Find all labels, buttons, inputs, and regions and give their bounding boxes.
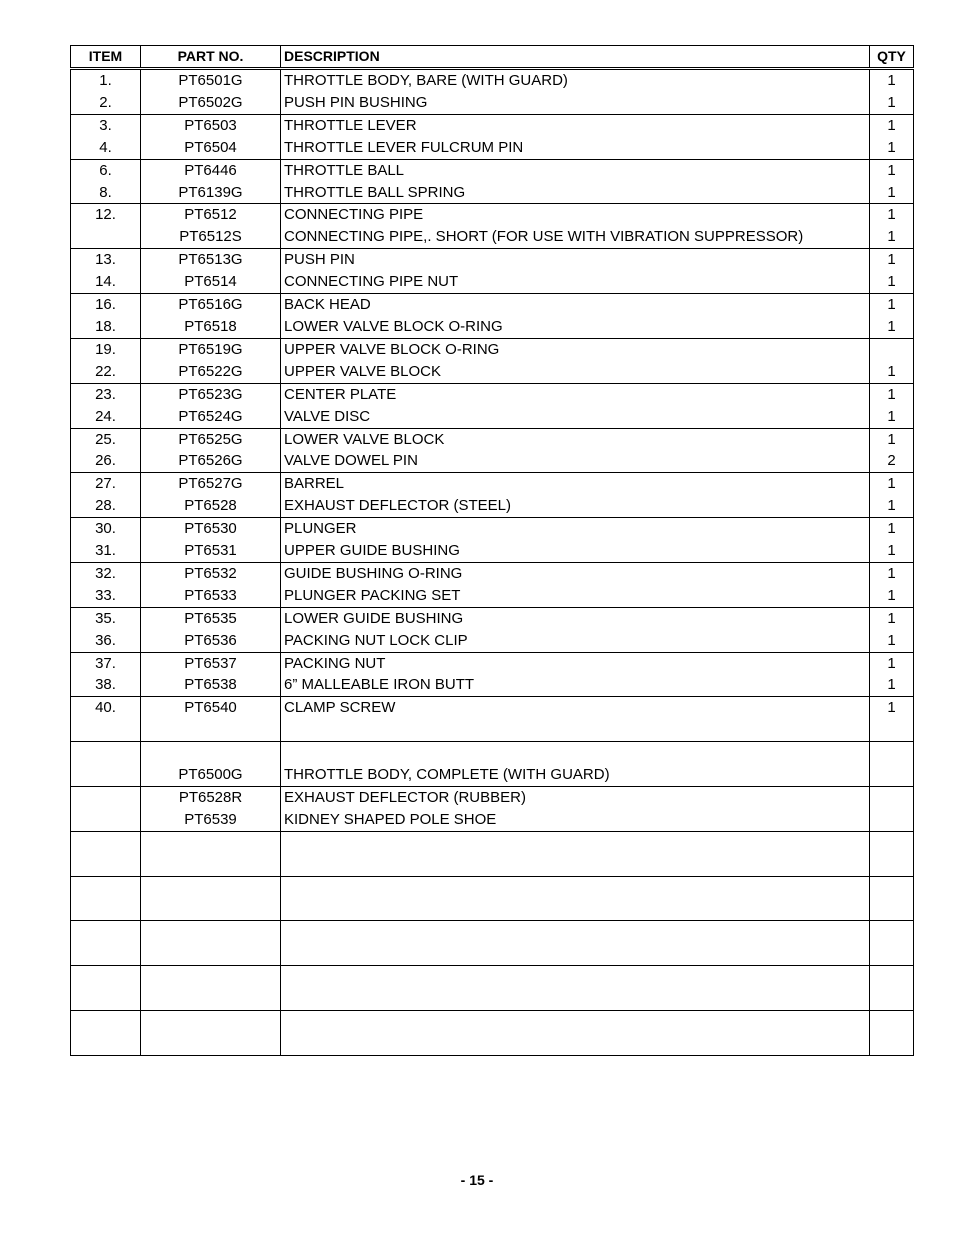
item-cell: 1. [71, 69, 141, 92]
item-cell: 24. [71, 406, 141, 428]
description-cell [281, 966, 870, 988]
part-number-cell [141, 966, 281, 988]
item-cell: 28. [71, 495, 141, 517]
description-cell: EXHAUST DEFLECTOR (STEEL) [281, 495, 870, 517]
description-cell: THROTTLE BALL [281, 159, 870, 181]
page-number: - 15 - [460, 1172, 494, 1188]
part-number-cell: PT6514 [141, 271, 281, 293]
table-row [71, 854, 914, 876]
item-cell: 32. [71, 562, 141, 584]
table-row [71, 764, 914, 786]
part-number-cell: PT6139G [141, 182, 281, 204]
item-cell: 22. [71, 361, 141, 383]
table-row [71, 114, 914, 136]
part-number-cell [141, 943, 281, 965]
part-number-cell: PT6523G [141, 383, 281, 405]
qty-cell: 1 [870, 271, 914, 293]
table-row [71, 316, 914, 338]
description-cell: PUSH PIN BUSHING [281, 92, 870, 114]
description-cell: PACKING NUT [281, 652, 870, 674]
qty-cell: 1 [870, 182, 914, 204]
description-cell: EXHAUST DEFLECTOR (RUBBER) [281, 786, 870, 808]
part-number-cell [141, 719, 281, 741]
table-row [71, 271, 914, 293]
part-number-cell: PT6536 [141, 630, 281, 652]
part-number-cell: PT6516G [141, 294, 281, 316]
item-cell: 12. [71, 204, 141, 226]
table-row [71, 630, 914, 652]
qty-cell [870, 809, 914, 831]
description-cell [281, 719, 870, 741]
qty-cell: 1 [870, 428, 914, 450]
qty-column-header: QTY [870, 46, 914, 69]
part-number-cell: PT6533 [141, 585, 281, 607]
item-cell [71, 898, 141, 920]
item-cell [71, 764, 141, 786]
qty-cell: 1 [870, 69, 914, 92]
description-cell: PUSH PIN [281, 249, 870, 271]
item-cell: 2. [71, 92, 141, 114]
description-cell: UPPER GUIDE BUSHING [281, 540, 870, 562]
qty-cell: 2 [870, 450, 914, 472]
table-row [71, 943, 914, 965]
item-cell: 13. [71, 249, 141, 271]
table-row [71, 898, 914, 920]
table-row [71, 406, 914, 428]
description-cell [281, 1033, 870, 1055]
description-cell [281, 943, 870, 965]
part-number-cell: PT6522G [141, 361, 281, 383]
qty-cell: 1 [870, 585, 914, 607]
item-cell: 27. [71, 473, 141, 495]
description-cell: BACK HEAD [281, 294, 870, 316]
item-cell [71, 786, 141, 808]
description-cell: THROTTLE LEVER FULCRUM PIN [281, 137, 870, 159]
part-number-cell: PT6502G [141, 92, 281, 114]
qty-cell: 1 [870, 114, 914, 136]
item-cell [71, 742, 141, 764]
part-number-cell: PT6530 [141, 518, 281, 540]
table-row [71, 182, 914, 204]
description-cell: LOWER GUIDE BUSHING [281, 607, 870, 629]
part-number-cell: PT6501G [141, 69, 281, 92]
part-number-cell: PT6532 [141, 562, 281, 584]
part-number-cell: PT6540 [141, 697, 281, 719]
qty-cell [870, 1010, 914, 1032]
item-cell: 3. [71, 114, 141, 136]
item-cell [71, 921, 141, 943]
part-number-column-header: PART NO. [141, 46, 281, 69]
item-cell [71, 854, 141, 876]
part-number-cell: PT6524G [141, 406, 281, 428]
item-cell: 18. [71, 316, 141, 338]
description-cell: 6” MALLEABLE IRON BUTT [281, 674, 870, 696]
item-cell: 33. [71, 585, 141, 607]
qty-cell [870, 338, 914, 360]
description-cell: GUIDE BUSHING O-RING [281, 562, 870, 584]
qty-cell: 1 [870, 406, 914, 428]
description-cell: VALVE DOWEL PIN [281, 450, 870, 472]
description-cell: KIDNEY SHAPED POLE SHOE [281, 809, 870, 831]
part-number-cell: PT6446 [141, 159, 281, 181]
item-cell: 31. [71, 540, 141, 562]
qty-cell: 1 [870, 473, 914, 495]
table-row [71, 831, 914, 853]
description-cell: PACKING NUT LOCK CLIP [281, 630, 870, 652]
table-row [71, 1033, 914, 1055]
description-cell: BARREL [281, 473, 870, 495]
item-cell: 6. [71, 159, 141, 181]
item-cell [71, 966, 141, 988]
qty-cell [870, 921, 914, 943]
qty-cell [870, 1033, 914, 1055]
table-row [71, 786, 914, 808]
item-cell: 23. [71, 383, 141, 405]
item-cell [71, 876, 141, 898]
item-cell [71, 831, 141, 853]
description-cell: CONNECTING PIPE NUT [281, 271, 870, 293]
qty-cell [870, 742, 914, 764]
part-number-cell: PT6525G [141, 428, 281, 450]
table-row [71, 204, 914, 226]
table-row [71, 249, 914, 271]
table-row [71, 294, 914, 316]
part-number-cell [141, 1010, 281, 1032]
qty-cell [870, 854, 914, 876]
description-cell: LOWER VALVE BLOCK O-RING [281, 316, 870, 338]
table-row [71, 674, 914, 696]
part-number-cell: PT6538 [141, 674, 281, 696]
part-number-cell: PT6537 [141, 652, 281, 674]
qty-cell [870, 943, 914, 965]
qty-cell: 1 [870, 630, 914, 652]
item-cell: 14. [71, 271, 141, 293]
part-number-cell: PT6519G [141, 338, 281, 360]
description-cell: THROTTLE BALL SPRING [281, 182, 870, 204]
item-cell: 26. [71, 450, 141, 472]
parts-list-table [70, 45, 914, 1056]
description-column-header: DESCRIPTION [281, 46, 870, 69]
item-cell: 38. [71, 674, 141, 696]
table-row [71, 383, 914, 405]
item-cell: 4. [71, 137, 141, 159]
qty-cell [870, 898, 914, 920]
qty-cell: 1 [870, 562, 914, 584]
qty-cell: 1 [870, 226, 914, 248]
description-cell: LOWER VALVE BLOCK [281, 428, 870, 450]
part-number-cell: PT6512 [141, 204, 281, 226]
part-number-cell: PT6527G [141, 473, 281, 495]
item-cell: 35. [71, 607, 141, 629]
part-number-cell: PT6504 [141, 137, 281, 159]
qty-cell: 1 [870, 249, 914, 271]
qty-cell [870, 988, 914, 1010]
item-cell [71, 809, 141, 831]
qty-cell: 1 [870, 674, 914, 696]
qty-cell [870, 966, 914, 988]
description-cell: CENTER PLATE [281, 383, 870, 405]
part-number-cell: PT6528 [141, 495, 281, 517]
description-cell: THROTTLE BODY, COMPLETE (WITH GUARD) [281, 764, 870, 786]
description-cell: PLUNGER [281, 518, 870, 540]
description-cell [281, 742, 870, 764]
description-cell [281, 898, 870, 920]
table-row [71, 159, 914, 181]
description-cell: VALVE DISC [281, 406, 870, 428]
part-number-cell [141, 742, 281, 764]
qty-cell: 1 [870, 495, 914, 517]
qty-cell: 1 [870, 294, 914, 316]
table-row [71, 607, 914, 629]
item-cell [71, 988, 141, 1010]
item-cell [71, 226, 141, 248]
qty-cell: 1 [870, 361, 914, 383]
item-cell [71, 943, 141, 965]
part-number-cell [141, 1033, 281, 1055]
qty-cell: 1 [870, 518, 914, 540]
table-row [71, 518, 914, 540]
part-number-cell: PT6503 [141, 114, 281, 136]
item-cell [71, 1010, 141, 1032]
part-number-cell: PT6539 [141, 809, 281, 831]
qty-cell: 1 [870, 697, 914, 719]
table-row [71, 742, 914, 764]
qty-cell [870, 876, 914, 898]
table-row [71, 473, 914, 495]
table-row [71, 450, 914, 472]
part-number-cell [141, 921, 281, 943]
table-row [71, 540, 914, 562]
table-row [71, 137, 914, 159]
qty-cell: 1 [870, 540, 914, 562]
item-cell: 40. [71, 697, 141, 719]
table-row [71, 361, 914, 383]
item-cell: 36. [71, 630, 141, 652]
description-cell: PLUNGER PACKING SET [281, 585, 870, 607]
parts-table-body [71, 69, 914, 1056]
part-number-cell: PT6500G [141, 764, 281, 786]
description-cell [281, 854, 870, 876]
part-number-cell [141, 831, 281, 853]
part-number-cell [141, 854, 281, 876]
table-row [71, 92, 914, 114]
table-header-row [71, 46, 914, 69]
description-cell [281, 921, 870, 943]
item-cell: 19. [71, 338, 141, 360]
qty-cell [870, 786, 914, 808]
table-row [71, 1010, 914, 1032]
description-cell: THROTTLE LEVER [281, 114, 870, 136]
item-cell [71, 1033, 141, 1055]
table-row [71, 966, 914, 988]
part-number-cell: PT6518 [141, 316, 281, 338]
part-number-cell: PT6528R [141, 786, 281, 808]
description-cell [281, 1010, 870, 1032]
qty-cell: 1 [870, 92, 914, 114]
item-cell: 25. [71, 428, 141, 450]
table-row [71, 921, 914, 943]
description-cell: CLAMP SCREW [281, 697, 870, 719]
part-number-cell: PT6535 [141, 607, 281, 629]
table-row [71, 988, 914, 1010]
item-cell: 30. [71, 518, 141, 540]
table-row [71, 585, 914, 607]
part-number-cell: PT6512S [141, 226, 281, 248]
part-number-cell: PT6526G [141, 450, 281, 472]
description-cell: UPPER VALVE BLOCK O-RING [281, 338, 870, 360]
description-cell: THROTTLE BODY, BARE (WITH GUARD) [281, 69, 870, 92]
table-row [71, 876, 914, 898]
item-cell [71, 719, 141, 741]
table-row [71, 495, 914, 517]
part-number-cell [141, 898, 281, 920]
qty-cell [870, 764, 914, 786]
table-row [71, 428, 914, 450]
item-cell: 37. [71, 652, 141, 674]
part-number-cell: PT6531 [141, 540, 281, 562]
part-number-cell [141, 876, 281, 898]
item-cell: 16. [71, 294, 141, 316]
table-row [71, 562, 914, 584]
description-cell [281, 988, 870, 1010]
description-cell: CONNECTING PIPE [281, 204, 870, 226]
qty-cell: 1 [870, 159, 914, 181]
qty-cell: 1 [870, 652, 914, 674]
item-cell: 8. [71, 182, 141, 204]
qty-cell: 1 [870, 383, 914, 405]
qty-cell: 1 [870, 137, 914, 159]
qty-cell: 1 [870, 204, 914, 226]
part-number-cell [141, 988, 281, 1010]
table-row [71, 652, 914, 674]
table-row [71, 697, 914, 719]
table-row [71, 809, 914, 831]
description-cell [281, 831, 870, 853]
qty-cell [870, 719, 914, 741]
table-row [71, 338, 914, 360]
table-row [71, 719, 914, 741]
qty-cell [870, 831, 914, 853]
table-row [71, 69, 914, 92]
description-cell: UPPER VALVE BLOCK [281, 361, 870, 383]
part-number-cell: PT6513G [141, 249, 281, 271]
qty-cell: 1 [870, 607, 914, 629]
table-row [71, 226, 914, 248]
qty-cell: 1 [870, 316, 914, 338]
item-column-header: ITEM [71, 46, 141, 69]
description-cell [281, 876, 870, 898]
description-cell: CONNECTING PIPE,. SHORT (FOR USE WITH VIBRATION SUPPRESSOR) [281, 226, 870, 248]
